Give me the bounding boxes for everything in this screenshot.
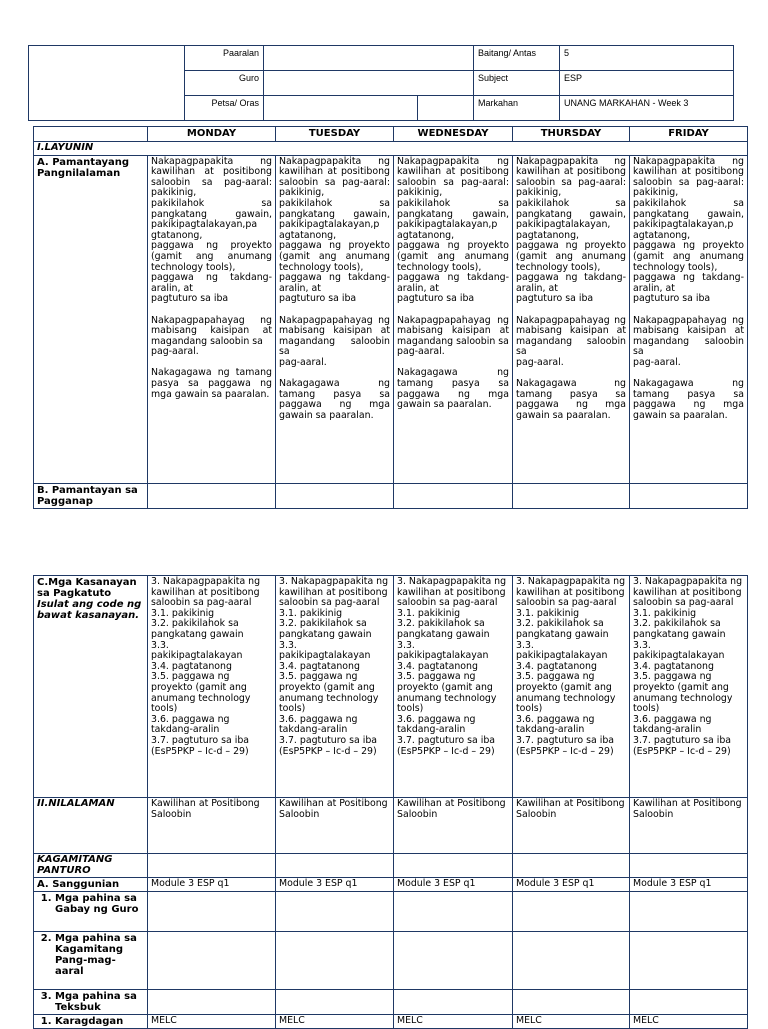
nilalaman-monday: Kawilihan at Positibong Saloobin [148, 798, 276, 854]
header-blank-cell [29, 46, 185, 121]
day-friday: FRIDAY [630, 127, 748, 142]
karagdagan-wednesday: MELC [394, 1015, 513, 1029]
nilalaman-friday: Kawilihan at Positibong Saloobin [630, 798, 748, 854]
day-wednesday: WEDNESDAY [394, 127, 513, 142]
baitang-label: Baitang/ Antas [474, 46, 560, 71]
karagdagan-label-cell [34, 1015, 148, 1029]
karagdagan-tuesday: MELC [276, 1015, 394, 1029]
gabay-guro-label: 1. Mga pahina sa Gabay ng Guro [55, 893, 144, 915]
pamantayang-pangnilalaman-label: A. Pamantayang Pangnilalaman [34, 155, 148, 483]
kasanayan-tuesday: 3. Nakapagpapakita ng kawilihan at positibong saloobin sa pag-aaral 3.1. pakikinig 3.2. pakikilahok sa pangkatang gawain 3.3. pakikipagtalakayan 3.4. pagtatanong 3.5. paggawa ng proyekto (gamit ang anumang technology tools) 3.6. paggawa ng takdang-aralin 3.7. pagtuturo sa iba (EsP5PKP – Ic-d – 29) [276, 576, 394, 798]
sanggunian-wednesday: Module 3 ESP q1 [394, 878, 513, 892]
kagamitan-wednesday [394, 854, 513, 878]
day-monday: MONDAY [148, 127, 276, 142]
kasanayan-wednesday: 3. Nakapagpapakita ng kawilihan at positibong saloobin sa pag-aaral 3.1. pakikinig 3.2. pakikilahok sa pangkatang gawain 3.3. pakikipagtalakayan 3.4. pagtatanong 3.5. paggawa ng proyekto (gamit ang anumang technology tools) 3.6. paggawa ng takdang-aralin 3.7. pagtuturo sa iba (EsP5PKP – Ic-d – 29) [394, 576, 513, 798]
lesson-table-part2 [33, 575, 748, 1029]
kasanayan-label-cell [34, 576, 148, 798]
kagamitang-panturo-label: KAGAMITANG PANTURO [34, 854, 148, 878]
kasanayan-thursday: 3. Nakapagpapakita ng kawilihan at positibong saloobin sa pag-aaral 3.1. pakikinig 3.2. pakikilahok sa pangkatang gawain 3.3. pakikipagtalakayan 3.4. pagtatanong 3.5. paggawa ng proyekto (gamit ang anumang technology tools) 3.6. paggawa ng takdang-aralin 3.7. pagtuturo sa iba (EsP5PKP – Ic-d – 29) [513, 576, 630, 798]
pagganap-wednesday [394, 483, 513, 508]
nilalaman-tuesday: Kawilihan at Positibong Saloobin [276, 798, 394, 854]
kagamitang-pang-mag-aaral-label: 2. Mga pahina sa Kagamitang Pang-mag-aaral [55, 933, 144, 977]
guro-label: Guro [185, 71, 264, 96]
gabay-friday [630, 892, 748, 932]
kasanayan-monday: 3. Nakapagpapakita ng kawilihan at positibong saloobin sa pag-aaral 3.1. pakikinig 3.2. pakikilahok sa pangkatang gawain 3.3. pakikipagtalakayan 3.4. pagtatanong 3.5. paggawa ng proyekto (gamit ang anumang technology tools) 3.6. paggawa ng takdang-aralin 3.7. pagtuturo sa iba (EsP5PKP – Ic-d – 29) [148, 576, 276, 798]
karagdagan-label: 1. Karagdagan [55, 1016, 144, 1027]
pangnilalaman-friday: Nakapagpapakita ng kawilihan at positibong saloobin sa pag-aaral: pakikinig, pakikilahok sa pangkatang gawain, pakikipagtalakayan,p agtatanong, paggawa ng proyekto (gamit ang anumang technology tools), paggawa ng takdang-aralin, at pagtuturo sa iba Nakapagpapahayag ng mabisang kaisipan at magandang saloobin sa pag-aaral. Nakagagawa ng tamang pasya sa paggawa ng mga gawain sa paaralan. [630, 155, 748, 483]
sanggunian-tuesday: Module 3 ESP q1 [276, 878, 394, 892]
pamantayan-sa-pagganap-label: B. Pamantayan sa Pagganap [34, 483, 148, 508]
sanggunian-label: A. Sanggunian [34, 878, 148, 892]
subject-label: Subject [474, 71, 560, 96]
nilalaman-wednesday: Kawilihan at Positibong Saloobin [394, 798, 513, 854]
sanggunian-monday: Module 3 ESP q1 [148, 878, 276, 892]
pangnilalaman-wednesday: Nakapagpapakita ng kawilihan at positibong saloobin sa pag-aaral: pakikinig, pakikilahok sa pangkatang gawain, pakikipagtalakayan,p agtatanong, paggawa ng proyekto (gamit ang anumang technology tools), paggawa ng takdang-aralin, at pagtuturo sa iba Nakapagpapahayag ng mabisang kaisipan at magandang saloobin sa pag-aaral. Nakagagawa ng tamang pasya sa paggawa ng mga gawain sa paaralan. [394, 155, 513, 483]
gabay-monday [148, 892, 276, 932]
header-table [28, 45, 734, 121]
petsa-value [264, 96, 418, 121]
pagganap-friday [630, 483, 748, 508]
pang-mag-aaral-wednesday [394, 932, 513, 990]
oras-value [418, 96, 474, 121]
gabay-wednesday [394, 892, 513, 932]
paaralan-label: Paaralan [185, 46, 264, 71]
gabay-tuesday [276, 892, 394, 932]
teksbuk-label: 3. Mga pahina sa Teksbuk [55, 991, 144, 1013]
layunin-heading: I.LAYUNIN [34, 142, 748, 156]
karagdagan-friday: MELC [630, 1015, 748, 1029]
karagdagan-thursday: MELC [513, 1015, 630, 1029]
corner-cell [34, 127, 148, 142]
sanggunian-thursday: Module 3 ESP q1 [513, 878, 630, 892]
gabay-thursday [513, 892, 630, 932]
lesson-table-part1 [33, 126, 748, 509]
pangnilalaman-monday: Nakapagpapakita ng kawilihan at positibong saloobin sa pag-aaral: pakikinig, pakikilahok sa pangkatang gawain, pakikipagtalakayan,pa gtatanong, paggawa ng proyekto (gamit ang anumang technology tools), paggawa ng takdang-aralin, at pagtuturo sa iba Nakapagpapahayag ng mabisang kaisipan at magandang saloobin sa pag-aaral. Nakagagawa ng tamang pasya sa paggawa ng mga gawain sa paaralan. [148, 155, 276, 483]
day-thursday: THURSDAY [513, 127, 630, 142]
teksbuk-monday [148, 990, 276, 1015]
kagamitang-pang-mag-aaral-label-cell [34, 932, 148, 990]
pang-mag-aaral-thursday [513, 932, 630, 990]
pang-mag-aaral-friday [630, 932, 748, 990]
gabay-guro-label-cell [34, 892, 148, 932]
teksbuk-thursday [513, 990, 630, 1015]
pangnilalaman-tuesday: Nakapagpapakita ng kawilihan at positibong saloobin sa pag-aaral: pakikinig, pakikilahok sa pangkatang gawain, pakikipagtalakayan,p agtatanong, paggawa ng proyekto (gamit ang anumang technology tools), paggawa ng takdang-aralin, at pagtuturo sa iba Nakapagpapahayag ng mabisang kaisipan at magandang saloobin sa pag-aaral. Nakagagawa ng tamang pasya sa paggawa ng mga gawain sa paaralan. [276, 155, 394, 483]
kagamitan-friday [630, 854, 748, 878]
teksbuk-friday [630, 990, 748, 1015]
kagamitan-monday [148, 854, 276, 878]
teksbuk-label-cell [34, 990, 148, 1015]
pagganap-monday [148, 483, 276, 508]
markahan-value: UNANG MARKAHAN - Week 3 [560, 96, 734, 121]
pagganap-tuesday [276, 483, 394, 508]
pagganap-thursday [513, 483, 630, 508]
pang-mag-aaral-tuesday [276, 932, 394, 990]
petsa-label: Petsa/ Oras [185, 96, 264, 121]
kagamitan-thursday [513, 854, 630, 878]
pang-mag-aaral-monday [148, 932, 276, 990]
pangnilalaman-thursday: Nakapagpapakita ng kawilihan at positibong saloobin sa pag-aaral: pakikinig, pakikilahok sa pangkatang gawain, pakikipagtalakayan, pagtatanong, paggawa ng proyekto (gamit ang anumang technology tools), paggawa ng takdang-aralin, at pagtuturo sa iba Nakapagpapahayag ng mabisang kaisipan at magandang saloobin sa pag-aaral. Nakagagawa ng tamang pasya sa paggawa ng mga gawain sa paaralan. [513, 155, 630, 483]
kasanayan-note: Isulat ang code ng bawat kasanayan. [37, 599, 142, 621]
subject-value: ESP [560, 71, 734, 96]
day-tuesday: TUESDAY [276, 127, 394, 142]
nilalaman-label: II.NILALAMAN [34, 798, 148, 854]
kasanayan-friday: 3. Nakapagpapakita ng kawilihan at positibong saloobin sa pag-aaral 3.1. pakikinig 3.2. pakikilahok sa pangkatang gawain 3.3. pakikipagtalakayan 3.4. pagtatanong 3.5. paggawa ng proyekto (gamit ang anumang technology tools) 3.6. paggawa ng takdang-aralin 3.7. pagtuturo sa iba (EsP5PKP – Ic-d – 29) [630, 576, 748, 798]
teksbuk-wednesday [394, 990, 513, 1015]
teksbuk-tuesday [276, 990, 394, 1015]
nilalaman-thursday: Kawilihan at Positibong Saloobin [513, 798, 630, 854]
sanggunian-friday: Module 3 ESP q1 [630, 878, 748, 892]
guro-value [264, 71, 474, 96]
kagamitan-tuesday [276, 854, 394, 878]
kasanayan-label: C.Mga Kasanayan sa Pagkatuto [37, 577, 137, 599]
markahan-label: Markahan [474, 96, 560, 121]
paaralan-value [264, 46, 474, 71]
baitang-value: 5 [560, 46, 734, 71]
karagdagan-monday: MELC [148, 1015, 276, 1029]
